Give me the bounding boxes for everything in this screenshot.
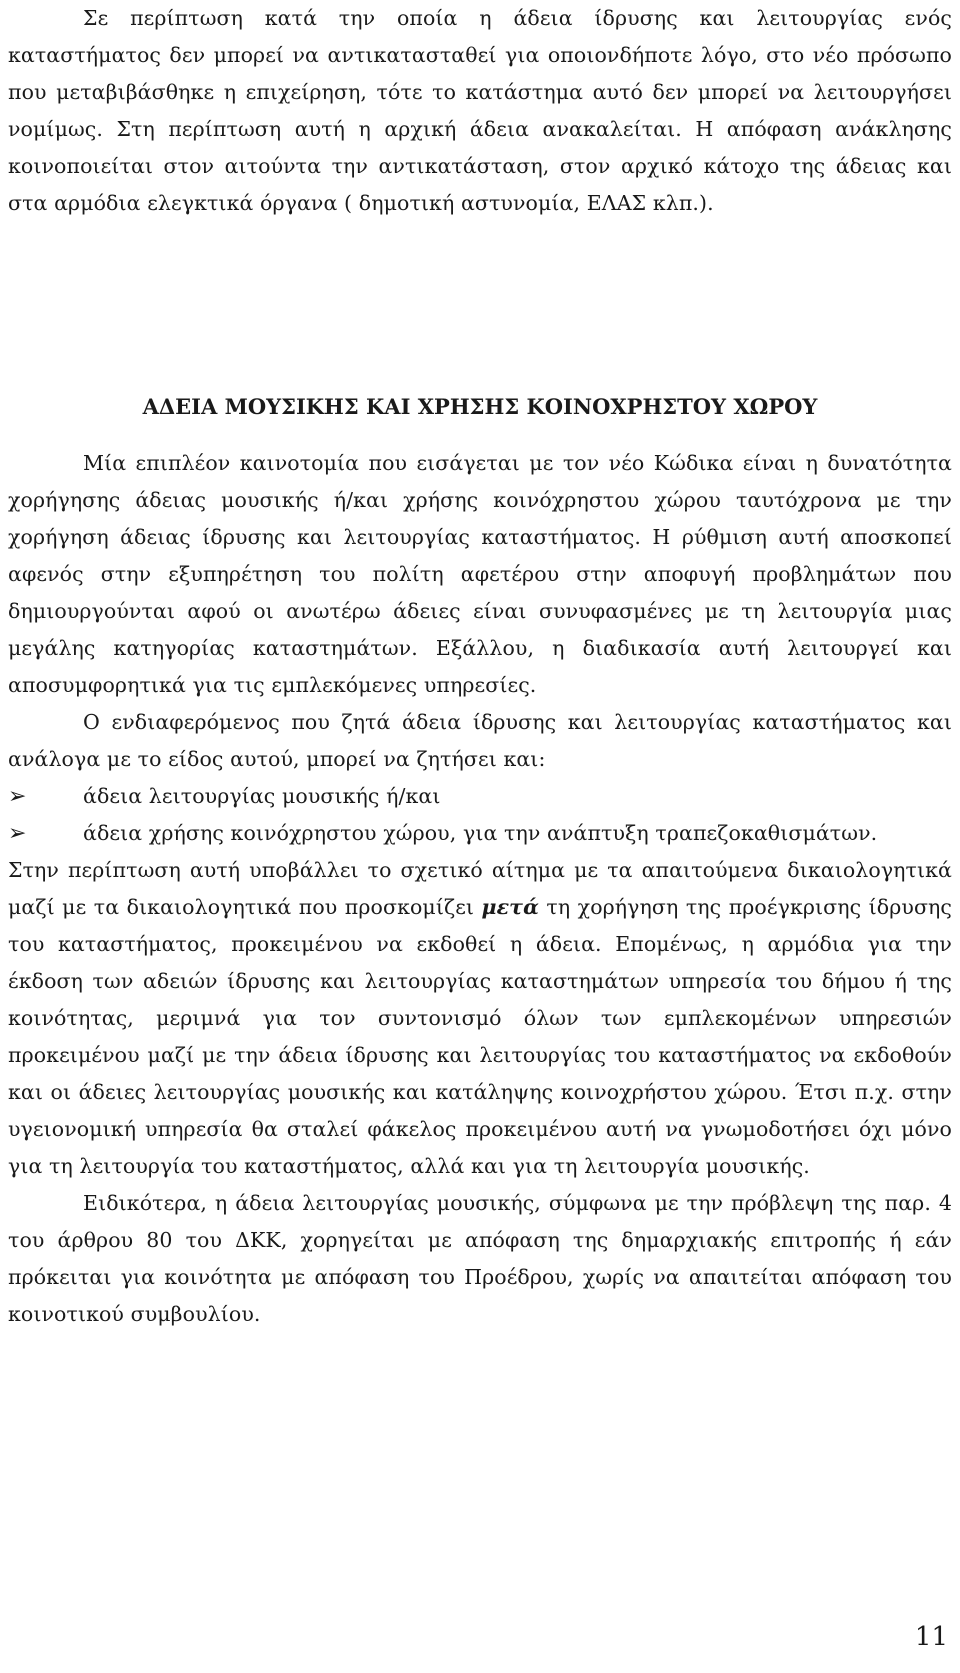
emphasized-word: μετά bbox=[481, 895, 539, 919]
list-item bbox=[8, 815, 952, 852]
list-item-text: άδεια χρήσης κοινόχρηστου χώρου, για την ανάπτυξη τραπεζοκαθισμάτων. bbox=[83, 821, 878, 845]
intro-section bbox=[8, 0, 952, 222]
paragraph-3 bbox=[8, 852, 952, 1185]
section-heading: ΑΔΕΙΑ ΜΟΥΣΙΚΗΣ ΚΑΙ ΧΡΗΣΗΣ ΚΟΙΝΟΧΡΗΣΤΟΥ ΧΩΡΟΥ bbox=[142, 394, 818, 419]
paragraph-2: Ο ενδιαφερόμενος που ζητά άδεια ίδρυσης και λειτουργίας καταστήματος και ανάλογα με το είδος αυτού, μπορεί να ζητήσει και: bbox=[8, 710, 952, 771]
bullet-list bbox=[8, 778, 952, 852]
paragraph-4: Ειδικότερα, η άδεια λειτουργίας μουσικής, σύμφωνα με την πρόβλεψη της παρ. 4 του άρθρου 80 του ΔΚΚ, χορηγείται με απόφαση της δημαρχιακής επιτροπής ή εάν πρόκειται για κοινότητα με απόφαση του Προέδρου, χωρίς να απαιτείται απόφαση του κοινοτικού συμβουλίου. bbox=[8, 1191, 952, 1326]
paragraph-1: Μία επιπλέον καινοτομία που εισάγεται με τον νέο Κώδικα είναι η δυνατότητα χορήγησης άδειας μουσικής ή/και χρήσης κοινόχρηστου χώρου ταυτόχρονα με την χορήγηση άδειας ίδρυσης και λειτουργίας καταστήματος. Η ρύθμιση αυτή αποσκοπεί αφενός στην εξυπηρέτηση του πολίτη αφετέρου στην αποφυγή προβλημάτων που δημιουργούνται αφού οι ανωτέρω άδειες είναι συνυφασμένες με τη λειτουργία μιας μεγάλης κατηγορίας καταστημάτων. Εξάλλου, η διαδικασία αυτή λειτουργεί και αποσυμφορητικά για τις εμπλεκόμενες υπηρεσίες. bbox=[8, 451, 952, 697]
main-section bbox=[8, 445, 952, 1333]
paragraph-3-text-before: Στην περίπτωση αυτή υποβάλλει το σχετικό αίτημα με τα απαιτούμενα δικαιολογητικά μαζί με τα δικαιολογητικά που προσκομίζει bbox=[8, 858, 952, 919]
arrowhead-bullet-icon: ➢ bbox=[8, 784, 27, 809]
page-number: 11 bbox=[914, 1622, 948, 1652]
list-item bbox=[8, 778, 952, 815]
arrowhead-bullet-icon: ➢ bbox=[8, 821, 27, 846]
intro-paragraph: Σε περίπτωση κατά την οποία η άδεια ίδρυσης και λειτουργίας ενός καταστήματος δεν μπορεί να αντικατασταθεί για οποιονδήποτε λόγο, στο νέο πρόσωπο που μεταβιβάσθηκε η επιχείρηση, τότε το κατάστημα αυτό δεν μπορεί να λειτουργήσει νομίμως. Στη περίπτωση αυτή η αρχική άδεια ανακαλείται. Η απόφαση ανάκλησης κοινοποιείται στον αιτούντα την αντικατάσταση, στον αρχικό κάτοχο της άδειας και στα αρμόδια ελεγκτικά όργανα ( δημοτική αστυνομία, ΕΛΑΣ κλπ.). bbox=[8, 6, 952, 215]
list-item-text: άδεια λειτουργίας μουσικής ή/και bbox=[83, 784, 441, 808]
paragraph-3-text-after: τη χορήγηση της προέγκρισης ίδρυσης του καταστήματος, προκειμένου να εκδοθεί η άδεια. Επομένως, η αρμόδια για την έκδοση των αδειών ίδρυσης και λειτουργίας καταστημάτων υπηρεσία του δήμου ή της κοινότητας, μεριμνά για τον συντονισμό όλων των εμπλεκομένων υπηρεσιών προκειμένου μαζί με την άδεια ίδρυσης και λειτουργίας του καταστήματος να εκδοθούν και οι άδειες λειτουργίας μουσικής και κατάληψης κοινοχρήστου χώρου. Έτσι π.χ. στην υγειονομική υπηρεσία θα σταλεί φάκελος προκειμένου αυτή να γνωμοδοτήσει όχι μόνο για τη λειτουργία του καταστήματος, αλλά και για τη λειτουργία μουσικής. bbox=[8, 895, 953, 1178]
